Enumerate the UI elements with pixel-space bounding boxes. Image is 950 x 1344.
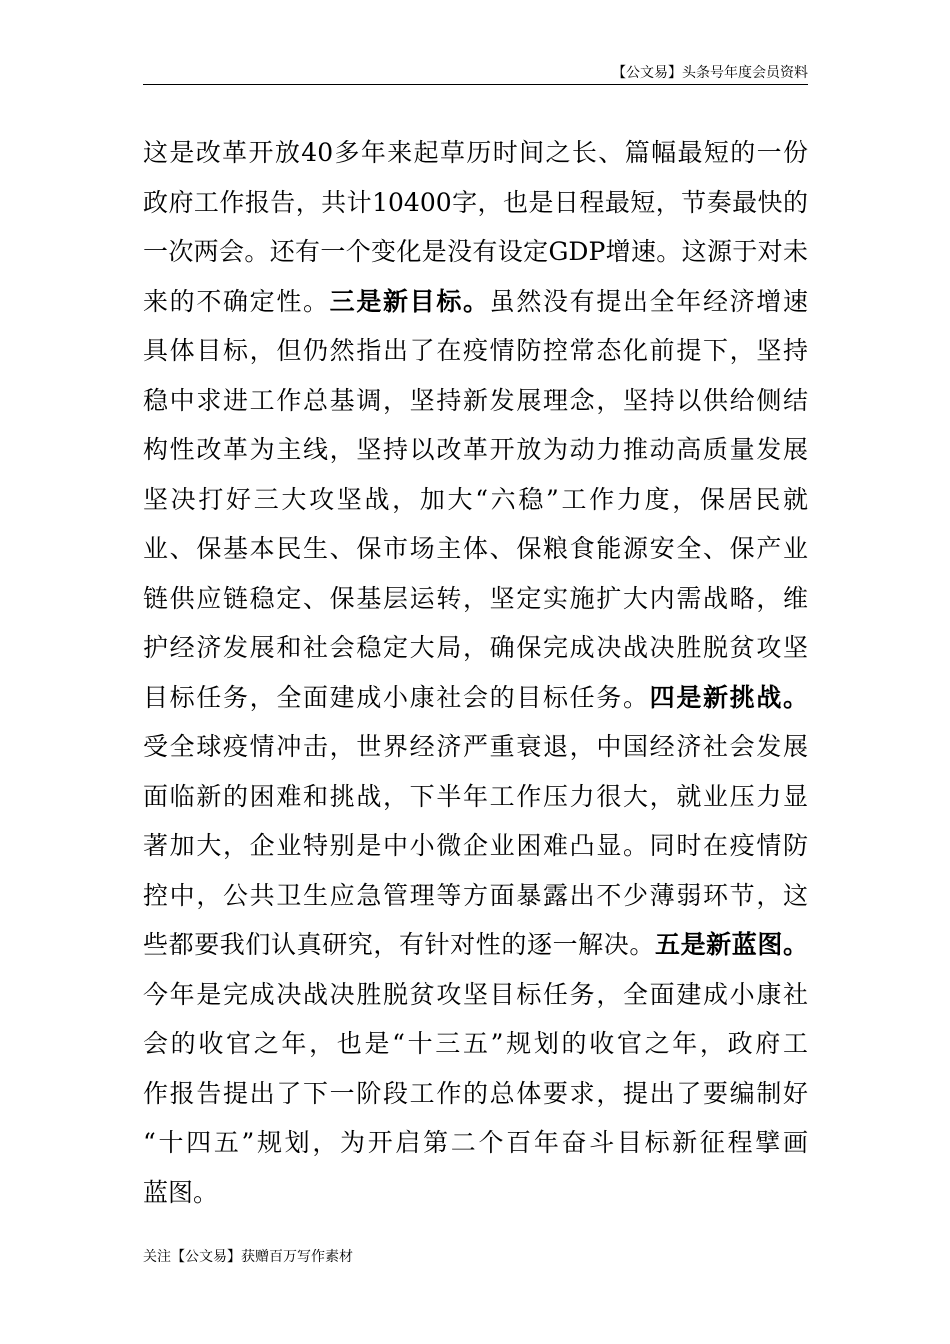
line-segment: 具体目标，但仍然指出了在疫情防控常态化前提下，坚持 (143, 336, 808, 365)
line-segment: 些都要我们认真研究，有针对性的逐一解决。 (143, 930, 655, 959)
text-line (143, 772, 808, 822)
line-segment: 这是改革开放40多年来起草历时间之长、篇幅最短的一份 (143, 138, 808, 167)
line-segment: 虽然没有提出全年经济增速 (489, 286, 808, 316)
line-segment: 稳中求进工作总基调，坚持新发展理念，坚持以供给侧结 (143, 385, 808, 415)
page-header (143, 60, 808, 85)
text-line (143, 574, 808, 624)
text-line (143, 970, 808, 1020)
bold-heading-text: 五是新蓝图。 (654, 930, 808, 959)
text-line (143, 722, 808, 772)
text-line (143, 920, 808, 970)
line-segment: 会的收官之年，也是“十三五”规划的收官之年，政府工 (143, 1029, 808, 1058)
text-line (143, 277, 808, 327)
text-line (143, 1019, 808, 1069)
line-segment: 业、保基本民生、保市场主体、保粮食能源安全、保产业 (143, 534, 808, 563)
text-line (143, 227, 808, 277)
text-line (143, 1069, 808, 1119)
text-line (143, 524, 808, 574)
line-segment: 护经济发展和社会稳定大局，确保完成决战决胜脱贫攻坚 (143, 633, 808, 662)
document-body (143, 128, 823, 1217)
text-line (143, 871, 808, 921)
text-line (143, 326, 808, 376)
line-segment: 来的不确定性。 (143, 286, 330, 316)
line-segment: 目标任务，全面建成小康社会的目标任务。 (143, 682, 650, 712)
line-segment: “十四五”规划，为开启第二个百年奋斗目标新征程擘画 (143, 1128, 808, 1157)
page-footer: 关注【公文易】获赠百万写作素材 (143, 1249, 353, 1265)
line-segment: 坚决打好三大攻坚战，加大“六稳”工作力度，保居民就 (143, 484, 808, 514)
text-line (143, 623, 808, 673)
line-segment: 蓝图。 (143, 1177, 219, 1207)
text-line (143, 376, 808, 426)
text-line (143, 178, 808, 228)
header-text: 【公文易】头条号年度会员资料 (612, 65, 808, 81)
text-line (143, 1168, 823, 1218)
line-segment: 一次两会。还有一个变化是没有设定GDP增速。这源于对未 (143, 237, 808, 266)
bold-heading-text: 三是新目标。 (329, 286, 490, 316)
text-line (143, 128, 808, 178)
bold-heading-text: 四是新挑战。 (649, 682, 808, 712)
line-segment: 链供应链稳定、保基层运转，坚定实施扩大内需战略，维 (143, 583, 808, 613)
text-line (143, 1118, 808, 1168)
line-segment: 控中，公共卫生应急管理等方面暴露出不少薄弱环节，这 (143, 880, 808, 910)
line-segment: 作报告提出了下一阶段工作的总体要求，提出了要编制好 (143, 1078, 808, 1108)
line-segment: 受全球疫情冲击，世界经济严重衰退，中国经济社会发展 (143, 732, 808, 761)
text-line (143, 821, 808, 871)
line-segment: 构性改革为主线，坚持以改革开放为动力推动高质量发展 (143, 435, 808, 464)
text-line (143, 425, 808, 475)
line-segment: 政府工作报告，共计10400字，也是日程最短，节奏最快的 (143, 187, 808, 217)
line-segment: 今年是完成决战决胜脱贫攻坚目标任务，全面建成小康社 (143, 979, 808, 1009)
line-segment: 著加大，企业特别是中小微企业困难凸显。同时在疫情防 (143, 831, 808, 860)
text-line (143, 673, 808, 723)
text-line (143, 475, 808, 525)
line-segment: 面临新的困难和挑战，下半年工作压力很大，就业压力显 (143, 781, 808, 811)
